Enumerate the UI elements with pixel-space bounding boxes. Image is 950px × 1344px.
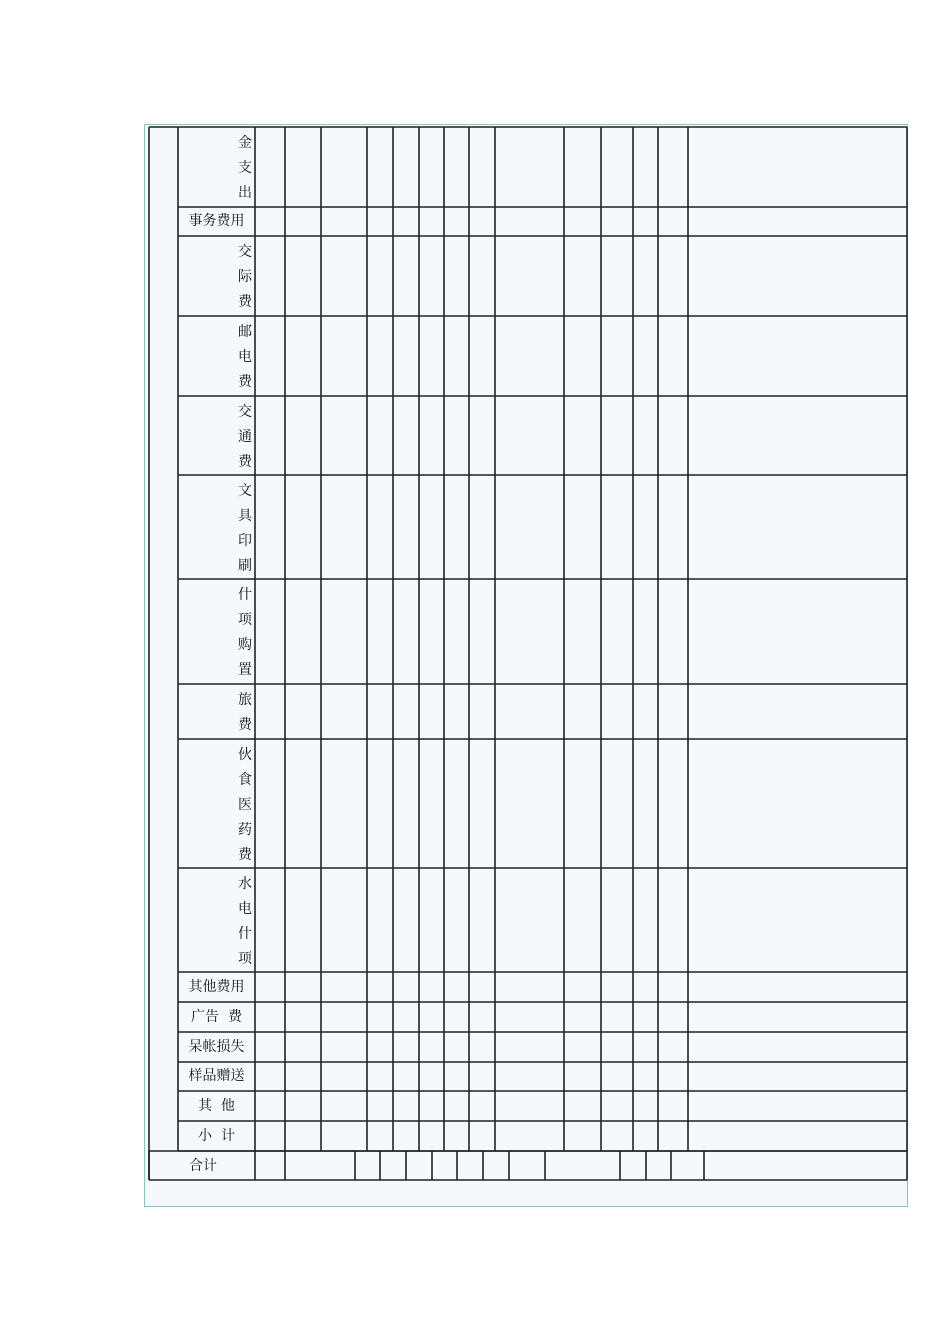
row-label: 小 计 bbox=[198, 1127, 235, 1144]
row-label: 交 通 费 bbox=[238, 404, 252, 470]
row-label: 金 支 出 bbox=[238, 135, 252, 201]
row-label: 文 具 印 刷 bbox=[238, 483, 252, 574]
row-label: 伙 食 医 药 费 bbox=[238, 747, 252, 863]
expense-form-sheet bbox=[144, 124, 908, 1207]
row-label: 其 他 bbox=[198, 1097, 235, 1114]
row-label: 呆帐损失 bbox=[188, 1038, 245, 1055]
row-label: 水 电 什 项 bbox=[238, 876, 252, 967]
table-grid bbox=[145, 125, 909, 1208]
row-label: 事务费用 bbox=[188, 213, 245, 229]
total-label: 合计 bbox=[189, 1158, 217, 1174]
row-label: 其他费用 bbox=[188, 978, 245, 995]
row-label: 样品赠送 bbox=[188, 1068, 245, 1084]
row-label: 邮 电 费 bbox=[238, 324, 252, 390]
row-label: 交 际 费 bbox=[238, 244, 252, 310]
row-label: 广告 费 bbox=[191, 1008, 242, 1025]
row-label: 旅 费 bbox=[238, 692, 252, 733]
row-label: 什 项 购 置 bbox=[238, 587, 252, 678]
